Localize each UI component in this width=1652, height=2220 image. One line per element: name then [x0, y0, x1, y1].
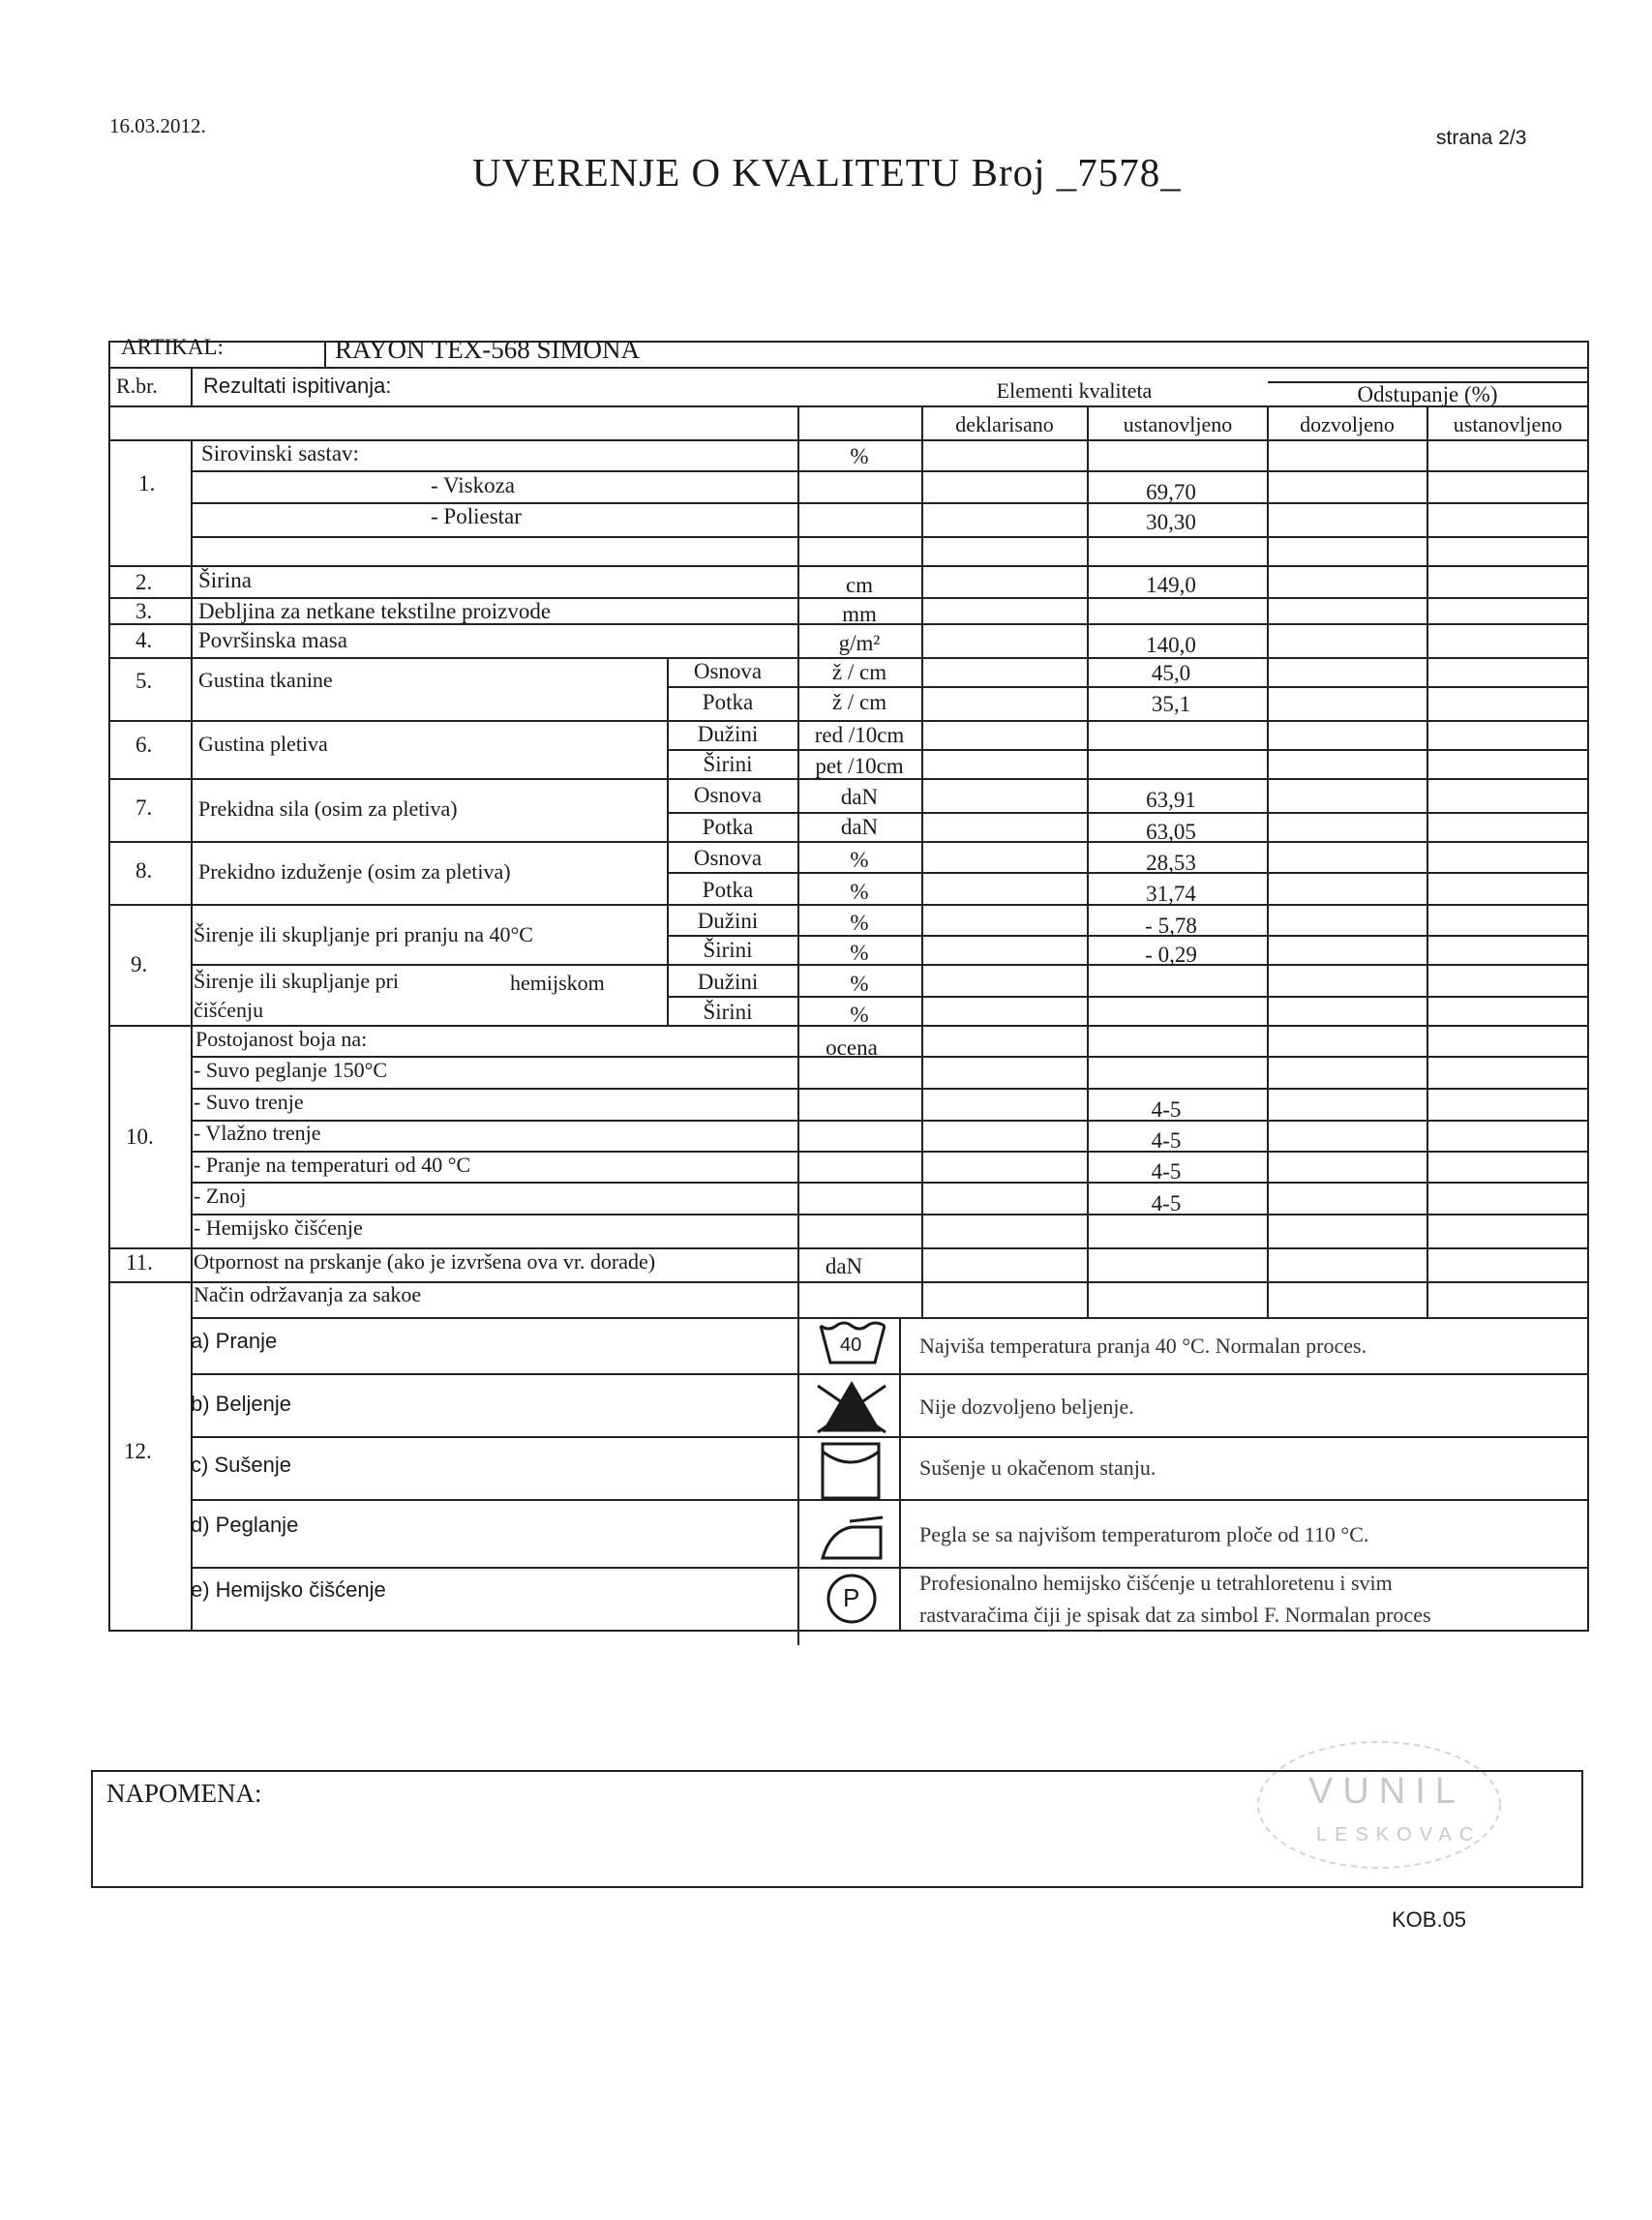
row-unit: ž / cm	[831, 690, 887, 714]
col-elementi: Elementi kvaliteta	[996, 378, 1153, 403]
row-unit: %	[850, 911, 869, 935]
sub-name: - Znoj	[194, 1184, 247, 1208]
direction-label: Dužini	[697, 970, 759, 994]
row-name: Debljina za netkane tekstilne proizvode	[198, 599, 552, 623]
care-text: Sušenje u okačenom stanju.	[919, 1455, 1156, 1480]
wash-40-icon: 40	[840, 1335, 862, 1356]
row-number: 11.	[126, 1250, 153, 1275]
row-unit: %	[850, 848, 869, 872]
direction-label: Osnova	[693, 659, 763, 683]
direction-label: Osnova	[693, 783, 763, 807]
row-name: Površinska masa	[198, 628, 347, 652]
sub-name: - Hemijsko čišćenje	[194, 1215, 363, 1240]
row-name: čišćenju	[194, 998, 264, 1022]
row-name: Sirovinski sastav:	[201, 441, 359, 465]
napomena-label: NAPOMENA:	[106, 1779, 262, 1808]
row-unit: red /10cm	[814, 723, 905, 747]
artikal-label: ARTIKAL:	[121, 335, 224, 359]
document-title: UVERENJE O KVALITETU Broj _7578_	[472, 150, 1182, 195]
row-unit: %	[850, 1003, 869, 1027]
sub-name: - Viskoza	[431, 473, 515, 497]
row-unit: %	[850, 880, 869, 904]
care-text: Najviša temperatura pranja 40 °C. Normalan proces.	[919, 1334, 1367, 1358]
page-number: strana 2/3	[1436, 127, 1527, 149]
care-label: e) Hemijsko čišćenje	[191, 1577, 386, 1602]
value-ustanovljeno: 4-5	[1151, 1097, 1182, 1122]
value-ustanovljeno: 45,0	[1151, 661, 1191, 685]
row-number: 8.	[135, 858, 153, 883]
row-number: 7.	[135, 795, 153, 820]
col-deklarisano: deklarisano	[955, 412, 1054, 436]
care-text: rastvaračima čiji je spisak dat za simbol F. Normalan proces	[919, 1603, 1431, 1627]
sub-name: - Suvo peglanje 150°C	[194, 1058, 388, 1082]
sub-name: - Poliestar	[431, 504, 522, 528]
row-number: 9.	[131, 952, 148, 976]
row-number: 10.	[126, 1125, 154, 1149]
col-ustanovljeno: ustanovljeno	[1123, 412, 1233, 436]
value-ustanovljeno: 31,74	[1146, 882, 1196, 906]
col-ustanovljeno-odstupanje: ustanovljeno	[1453, 412, 1563, 436]
direction-label: Osnova	[693, 846, 763, 870]
artikal-value: RAYON TEX-568 SIMONA	[335, 335, 641, 364]
row-unit: %	[850, 941, 869, 965]
row-number: 5.	[135, 669, 153, 693]
direction-label: Širini	[703, 938, 753, 962]
row-name: Širenje ili skupljanje pri	[194, 969, 400, 993]
row-name: Gustina pletiva	[198, 732, 328, 756]
value-ustanovljeno: 4-5	[1151, 1159, 1182, 1184]
row-unit: daN	[840, 785, 879, 809]
row-number: 1.	[138, 471, 156, 495]
row-name: Gustina tkanine	[198, 668, 333, 692]
row-unit: g/m²	[838, 631, 881, 655]
dry-clean-p-icon: P	[843, 1583, 860, 1612]
row-number: 3.	[135, 599, 153, 623]
col-dozvoljeno: dozvoljeno	[1300, 412, 1395, 436]
row-number: 12.	[124, 1439, 152, 1463]
care-text: Nije dozvoljeno beljenje.	[919, 1395, 1134, 1419]
care-label: d) Peglanje	[191, 1513, 299, 1537]
value-ustanovljeno: 63,91	[1146, 788, 1196, 812]
value-ustanovljeno: 149,0	[1146, 573, 1196, 597]
document-date: 16.03.2012.	[109, 114, 206, 137]
row-name: Širina	[198, 568, 252, 592]
value-ustanovljeno: - 5,78	[1145, 914, 1197, 938]
row-unit: %	[850, 444, 869, 468]
sub-name: - Pranje na temperaturi od 40 °C	[194, 1153, 471, 1177]
care-label: a) Pranje	[191, 1329, 278, 1353]
col-rbr: R.br.	[116, 374, 158, 398]
row-unit: mm	[842, 602, 877, 626]
col-odstupanje: Odstupanje (%)	[1357, 382, 1498, 406]
row-unit: ž / cm	[831, 660, 887, 684]
direction-label: Dužini	[697, 722, 759, 746]
direction-label: Širini	[703, 752, 753, 776]
row-unit: daN	[840, 815, 879, 839]
row-number: 2.	[135, 570, 153, 594]
value-ustanovljeno: 140,0	[1146, 633, 1196, 657]
direction-label: Potka	[702, 815, 754, 839]
row-name: Prekidno izduženje (osim za pletiva)	[198, 859, 511, 884]
direction-label: Potka	[702, 690, 754, 714]
row-name: Otpornost na prskanje (ako je izvršena ova vr. dorade)	[194, 1249, 656, 1274]
direction-label: Širini	[703, 1000, 753, 1024]
value-ustanovljeno: 63,05	[1146, 820, 1196, 844]
care-text: Profesionalno hemijsko čišćenje u tetrahloretenu i svim	[919, 1571, 1393, 1595]
sub-name: - Suvo trenje	[194, 1090, 304, 1114]
value-ustanovljeno: 69,70	[1146, 480, 1196, 504]
row-name: Prekidna sila (osim za pletiva)	[198, 796, 458, 821]
value-ustanovljeno: 28,53	[1146, 851, 1196, 875]
no-bleach-icon	[818, 1384, 886, 1432]
care-text: Pegla se sa najvišom temperaturom ploče od 110 °C.	[919, 1522, 1369, 1546]
value-ustanovljeno: 30,30	[1146, 510, 1196, 534]
care-label: c) Sušenje	[191, 1453, 291, 1477]
row-number: 6.	[135, 733, 153, 757]
form-code: KOB.05	[1392, 1907, 1467, 1932]
row-name: Postojanost boja na:	[195, 1027, 368, 1051]
value-ustanovljeno: 35,1	[1151, 692, 1191, 716]
iron-icon	[823, 1517, 883, 1558]
row-unit: daN	[825, 1254, 863, 1278]
value-ustanovljeno: 4-5	[1151, 1128, 1182, 1153]
direction-label: Dužini	[697, 909, 759, 933]
company-stamp	[1248, 1732, 1510, 1877]
row-name: hemijskom	[510, 971, 605, 995]
row-number: 4.	[135, 628, 153, 652]
stamp-text: VUNIL	[1308, 1771, 1465, 1812]
row-unit: %	[850, 972, 869, 996]
row-unit: pet /10cm	[815, 754, 904, 778]
direction-label: Potka	[702, 878, 754, 902]
row-unit: cm	[845, 573, 874, 597]
stamp-text: LESKOVAC	[1316, 1824, 1482, 1845]
row-name: Način održavanja za sakoe	[194, 1282, 422, 1306]
row-name: Širenje ili skupljanje pri pranju na 40°C	[194, 922, 533, 946]
sub-name: - Vlažno trenje	[194, 1121, 321, 1145]
col-rezultati: Rezultati ispitivanja:	[203, 374, 392, 398]
row-unit: ocena	[826, 1035, 878, 1060]
line-dry-icon	[823, 1444, 879, 1498]
value-ustanovljeno: 4-5	[1151, 1191, 1182, 1215]
value-ustanovljeno: - 0,29	[1145, 943, 1197, 967]
care-label: b) Beljenje	[191, 1392, 291, 1416]
